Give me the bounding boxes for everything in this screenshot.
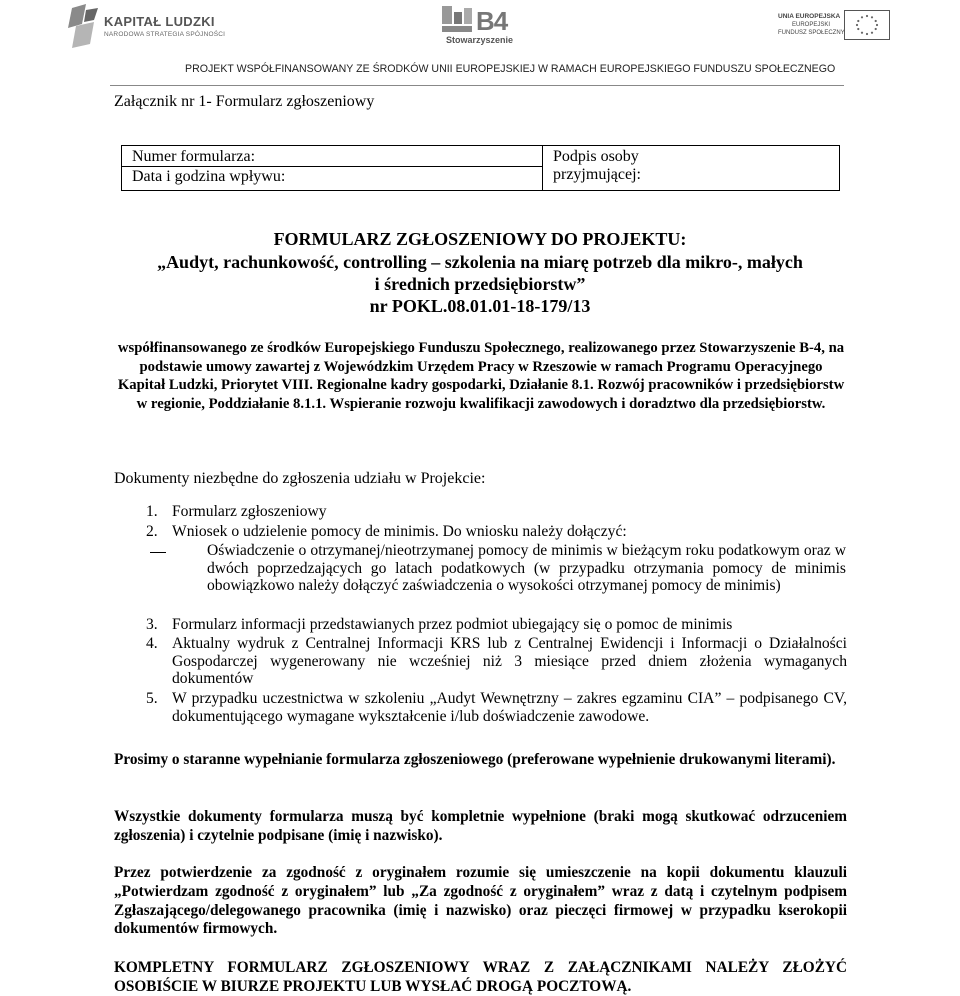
signature-cell	[553, 148, 641, 184]
header-divider	[110, 85, 844, 86]
signature-label-line2: przyjmującej:	[553, 166, 641, 183]
sub-list-item-text: Oświadczenie o otrzymanej/nieotrzymanej pomocy de minimis w bieżącym roku podatkowym oraz w dwóch poprzedzających go latach podatkowych (w przypadku otrzymania pomocy de minimis obowiązkowo należy dołączyć zaświadczenia o wysokości otrzymanej pomocy de minimis)	[207, 542, 846, 594]
signature-label-line1: Podpis osoby	[553, 148, 639, 165]
list-item-text: Wniosek o udzielenie pomocy de minimis. Do wniosku należy dołączyć:	[172, 523, 627, 540]
eu-logo-line1: UNIA EUROPEJSKA	[778, 13, 841, 20]
list-item-number: 3.	[146, 616, 158, 633]
list-item-number: 2.	[146, 523, 158, 540]
project-name-line2: i średnich przedsiębiorstw”	[374, 274, 586, 294]
form-title: FORMULARZ ZGŁOSZENIOWY DO PROJEKTU:	[273, 229, 687, 249]
instruction-fill-carefully: Prosimy o staranne wypełnianie formularza zgłoszeniowego (preferowane wypełnienie drukowanymi literami).	[114, 751, 836, 768]
b4-logo	[442, 6, 532, 46]
list-item	[114, 523, 847, 541]
registration-fields	[122, 146, 543, 190]
kapital-ludzki-subtitle: NARODOWA STRATEGIA SPÓJNOŚCI	[104, 31, 226, 38]
eu-esf-logo	[776, 10, 892, 42]
form-number-label: Numer formularza:	[132, 148, 256, 165]
kapital-ludzki-logo	[66, 4, 226, 48]
eu-logo-line2: EUROPEJSKI	[792, 22, 831, 28]
sub-list-item	[114, 542, 847, 614]
list-item-number: 1.	[146, 503, 158, 520]
instruction-certified-copies: Przez potwierdzenie za zgodność z oryginałem rozumie się umieszczenie na kopii dokumentu klauzuli „Potwierdzam zgodność z oryginałem” lub „Za zgodność z oryginałem” wraz z datą i czytelnym podpisem Zgłaszającego/delegowanego pracownika (imię i nazwisko) oraz pieczęci firmowej w przypadku kserokopii dokumentów firmowych.	[114, 864, 847, 938]
header-banner: PROJEKT WSPÓŁFINANSOWANY ZE ŚRODKÓW UNII EUROPEJSKIEJ W RAMACH EUROPEJSKIEGO FUNDUSZU SPOŁECZNEGO	[185, 63, 836, 75]
submission-notice: KOMPLETNY FORMULARZ ZGŁOSZENIOWY WRAZ Z ZAŁĄCZNIKAMI NALEŻY ZŁOŻYĆ OSOBIŚCIE W BIURZE PROJEKTU LUB WYSŁAĆ DROGĄ POCZTOWĄ.	[114, 959, 847, 995]
date-received-row	[122, 166, 542, 185]
cofinancing-statement: współfinansowanego ze środków Europejskiego Funduszu Społecznego, realizowanego przez Stowarzyszenie B-4, na podstawie umowy zawartej z Wojewódzkim Urzędem Pracy w Rzeszowie w ramach Programu Operacyjnego Kapitał Ludzki, Priorytet VIII. Regionalne kadry gospodarki, Działanie 8.1. Rozwój pracowników i przedsiębiorstw w regionie, Poddziałanie 8.1.1. Wspieranie rozwoju kwalifikacji zawodowych i doradztwo dla przedsiębiorstw.	[117, 340, 845, 412]
eu-flag-icon	[844, 10, 890, 40]
b4-emblem-icon	[442, 6, 474, 34]
list-item-text: W przypadku uczestnictwa w szkoleniu „Audyt Wewnętrzny – zakres egzaminu CIA” – podpisanego CV, dokumentującego wymagane wykształcenie i/lub doświadczenie zawodowe.	[172, 690, 847, 725]
list-item-text: Formularz zgłoszeniowy	[172, 503, 327, 520]
list-item	[114, 690, 847, 726]
list-item-text: Formularz informacji przedstawianych przez podmiot ubiegający się o pomoc de minimis	[172, 616, 733, 633]
registration-box	[121, 145, 840, 191]
eu-logo-line3: FUNDUSZ SPOŁECZNY	[778, 30, 845, 36]
list-item-number: 4.	[146, 635, 158, 652]
kapital-ludzki-emblem-icon	[66, 4, 100, 48]
documents-heading: Dokumenty niezbędne do zgłoszenia udziału w Projekcie:	[114, 470, 486, 487]
list-item	[114, 616, 847, 634]
list-item	[114, 635, 847, 689]
b4-name: B4	[476, 6, 508, 36]
dash-bullet	[150, 552, 166, 553]
date-received-label: Data i godzina wpływu:	[132, 168, 286, 185]
project-number: nr POKL.08.01.01-18-179/13	[369, 296, 591, 316]
project-name-line1: „Audyt, rachunkowość, controlling – szkolenia na miarę potrzeb dla mikro-, małych	[157, 252, 803, 272]
list-item	[114, 503, 847, 521]
annex-title: Załącznik nr 1- Formularz zgłoszeniowy	[114, 93, 375, 110]
b4-subtitle: Stowarzyszenie	[446, 35, 514, 45]
kapital-ludzki-name: KAPITAŁ LUDZKI	[104, 14, 215, 29]
list-item-text: Aktualny wydruk z Centralnej Informacji KRS lub z Centralnej Ewidencji i Informacji o Działalności Gospodarczej wygenerowany nie wcześniej niż 3 miesiące przed dniem złożenia wymaganych dokumentów	[172, 635, 847, 687]
list-item-number: 5.	[146, 690, 158, 707]
instruction-complete-documents: Wszystkie dokumenty formularza muszą być kompletnie wypełnione (braki mogą skutkować odrzuceniem zgłoszenia) i czytelnie podpisane (imię i nazwisko).	[114, 808, 847, 844]
